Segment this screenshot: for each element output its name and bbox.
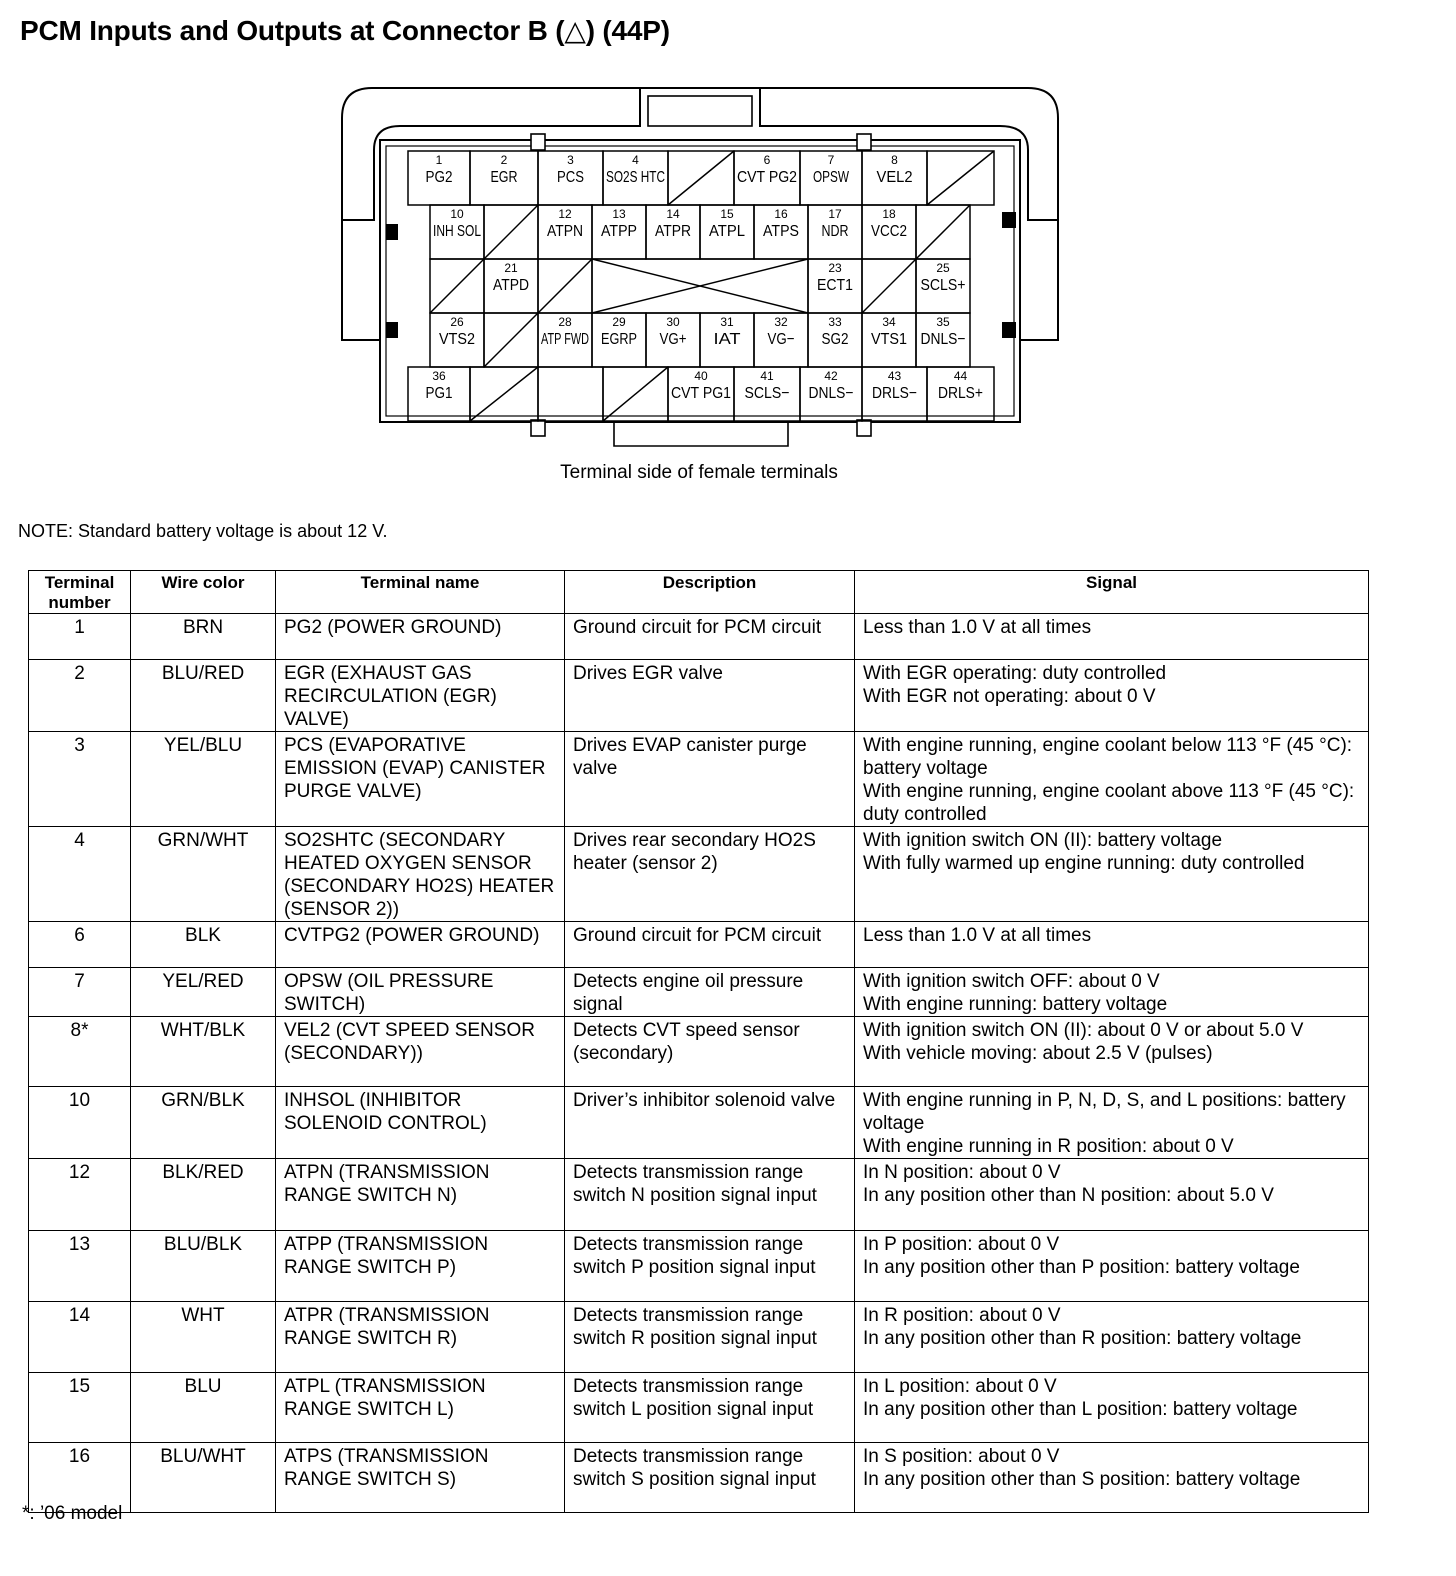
- terminal-name: EGR (EXHAUST GAS RECIRCULATION (EGR) VALVE): [276, 660, 565, 732]
- terminal-number-label: 29: [612, 315, 626, 329]
- terminal-number-label: 36: [432, 369, 446, 383]
- signal-line: With engine running in R position: about 0 V: [863, 1136, 1234, 1157]
- terminal-name-label: SCLS+: [920, 277, 966, 294]
- terminal-number-label: 21: [504, 261, 518, 275]
- signal: [855, 1159, 1369, 1231]
- terminal-name-label: CVT PG1: [671, 385, 732, 402]
- terminal-12: [547, 207, 583, 240]
- terminal-2: [491, 153, 518, 186]
- terminal-number-label: 14: [666, 207, 680, 221]
- terminal-number-label: 35: [936, 315, 950, 329]
- terminal-number-label: 7: [827, 153, 835, 167]
- wire-color: BLU/BLK: [131, 1231, 276, 1302]
- signal-line: With engine running, engine coolant above 113 °F (45 °C): duty controlled: [863, 781, 1355, 825]
- description: Detects transmission range switch L position signal input: [565, 1373, 855, 1443]
- terminal-29: [601, 315, 637, 348]
- terminal-name-label: CVT PG2: [737, 169, 798, 186]
- terminal-number-label: 3: [567, 153, 574, 167]
- signal-line: In any position other than R position: battery voltage: [863, 1328, 1302, 1349]
- wire-color: BLU/RED: [131, 660, 276, 732]
- signal: [855, 660, 1369, 732]
- terminal-23: [817, 261, 853, 294]
- signal-line: With ignition switch ON (II): about 0 V or about 5.0 V: [863, 1020, 1304, 1041]
- terminal-name-label: INH SOL: [433, 223, 482, 240]
- unused-cavity-slash: [430, 259, 484, 313]
- terminal-44: [938, 369, 983, 402]
- header-description: Description: [565, 571, 855, 614]
- terminal-cell: [538, 367, 603, 421]
- terminal-18: [871, 207, 907, 240]
- terminal-name: ATPP (TRANSMISSION RANGE SWITCH P): [276, 1231, 565, 1302]
- wire-color: BLK: [131, 922, 276, 968]
- header-terminal-name: Terminal name: [276, 571, 565, 614]
- terminal-name-label: EGR: [490, 169, 518, 186]
- table-row: [29, 1443, 1369, 1513]
- terminal-number-label: 17: [828, 207, 842, 221]
- wire-color: BRN: [131, 614, 276, 660]
- terminal-name-label: SO2S HTC: [606, 169, 665, 186]
- signal-line: With EGR operating: duty controlled: [863, 663, 1167, 684]
- signal-line: With vehicle moving: about 2.5 V (pulses): [863, 1043, 1213, 1064]
- terminal-number-label: 30: [666, 315, 680, 329]
- terminal-table: [28, 570, 1369, 1513]
- terminal-name: OPSW (OIL PRESSURE SWITCH): [276, 968, 565, 1017]
- terminal-10: [433, 207, 481, 240]
- signal-line: With engine running, engine coolant below 113 °F (45 °C): battery voltage: [863, 735, 1353, 779]
- signal-line: In S position: about 0 V: [863, 1446, 1060, 1467]
- signal-line: With ignition switch OFF: about 0 V: [863, 971, 1160, 992]
- terminal-4: [606, 153, 665, 186]
- terminal-number-label: 25: [936, 261, 950, 275]
- description: Driver’s inhibitor solenoid valve: [565, 1087, 855, 1159]
- signal: [855, 1087, 1369, 1159]
- table-row: [29, 1231, 1369, 1302]
- signal-line: In L position: about 0 V: [863, 1376, 1057, 1397]
- terminal-name-label: PG2: [425, 169, 453, 186]
- description: Detects transmission range switch P position signal input: [565, 1231, 855, 1302]
- wire-color: YEL/RED: [131, 968, 276, 1017]
- terminal-number: 16: [29, 1443, 131, 1513]
- table-row: [29, 922, 1369, 968]
- terminal-number: 1: [29, 614, 131, 660]
- terminal-41: [745, 369, 790, 402]
- terminal-number: 8*: [29, 1017, 131, 1087]
- signal-line: Less than 1.0 V at all times: [863, 617, 1092, 638]
- signal-line: With ignition switch ON (II): battery voltage: [863, 830, 1223, 851]
- terminal-1: [426, 153, 453, 186]
- terminal-number-label: 43: [887, 369, 902, 383]
- terminal-8: [877, 153, 913, 186]
- table-row: [29, 660, 1369, 732]
- signal-line: Less than 1.0 V at all times: [863, 925, 1092, 946]
- terminal-name-label: ATPP: [601, 223, 637, 240]
- signal: [855, 1302, 1369, 1373]
- terminal-number-label: 15: [720, 207, 734, 221]
- terminal-number-label: 13: [612, 207, 626, 221]
- signal: [855, 1017, 1369, 1087]
- unused-cavity-slash: [603, 367, 668, 421]
- terminal-name-label: VG+: [659, 331, 687, 348]
- table-row: [29, 1017, 1369, 1087]
- table-row: [29, 1373, 1369, 1443]
- terminal-7: [813, 153, 850, 186]
- terminal-number: 4: [29, 827, 131, 922]
- terminal-number-label: 16: [774, 207, 788, 221]
- terminal-number: 13: [29, 1231, 131, 1302]
- terminal-number-label: 40: [694, 369, 708, 383]
- terminal-name: PCS (EVAPORATIVE EMISSION (EVAP) CANISTER PURGE VALVE): [276, 732, 565, 827]
- terminal-name-label: ATPD: [493, 277, 529, 294]
- terminal-number-label: 31: [720, 315, 734, 329]
- signal-line: In any position other than P position: battery voltage: [863, 1257, 1300, 1278]
- terminal-name: ATPN (TRANSMISSION RANGE SWITCH N): [276, 1159, 565, 1231]
- terminal-name-label: ATPR: [655, 223, 691, 240]
- terminal-35: [921, 315, 966, 348]
- terminal-33: [822, 315, 849, 348]
- terminal-number-label: 26: [450, 315, 464, 329]
- header-terminal-number: Terminal number: [29, 571, 131, 614]
- description: Detects transmission range switch S position signal input: [565, 1443, 855, 1513]
- terminal-name-label: VCC2: [871, 223, 908, 240]
- description: Detects transmission range switch R position signal input: [565, 1302, 855, 1373]
- unused-cavity-slash: [927, 151, 994, 205]
- wire-color: YEL/BLU: [131, 732, 276, 827]
- terminal-number-label: 32: [774, 315, 788, 329]
- footnote: *: ’06 model: [22, 1503, 123, 1524]
- table-row: [29, 968, 1369, 1017]
- terminal-21: [493, 261, 529, 294]
- terminal-name: ATPS (TRANSMISSION RANGE SWITCH S): [276, 1443, 565, 1513]
- terminal-number-label: 23: [828, 261, 842, 275]
- terminal-number-label: 41: [760, 369, 774, 383]
- terminal-43: [872, 369, 917, 402]
- terminal-number: 12: [29, 1159, 131, 1231]
- unused-cavity-slash: [668, 151, 734, 205]
- terminal-number-label: 18: [882, 207, 896, 221]
- terminal-17: [822, 207, 849, 240]
- unused-cavity-slash: [538, 259, 592, 313]
- terminal-14: [655, 207, 691, 240]
- terminal-number: 6: [29, 922, 131, 968]
- terminal-name-label: VEL2: [876, 169, 913, 186]
- terminal-name-label: EGRP: [601, 331, 637, 348]
- terminal-3: [557, 153, 584, 186]
- terminal-name-label: DRLS+: [938, 385, 983, 402]
- signal-line: In R position: about 0 V: [863, 1305, 1061, 1326]
- terminal-name: ATPR (TRANSMISSION RANGE SWITCH R): [276, 1302, 565, 1373]
- terminal-name-label: DRLS−: [872, 385, 917, 402]
- terminal-name-label: DNLS−: [920, 331, 966, 348]
- terminal-name-label: PCS: [557, 169, 584, 186]
- terminal-name: ATPL (TRANSMISSION RANGE SWITCH L): [276, 1373, 565, 1443]
- terminal-number-label: 1: [435, 153, 443, 167]
- unused-cavity-slash: [484, 205, 538, 259]
- signal: [855, 1231, 1369, 1302]
- terminal-name-label: VTS2: [439, 331, 476, 348]
- wire-color: WHT: [131, 1302, 276, 1373]
- terminal-number-label: 6: [763, 153, 771, 167]
- table-row: [29, 1302, 1369, 1373]
- terminal-name-label: ECT1: [817, 277, 854, 294]
- signal: [855, 614, 1369, 660]
- description: Drives EVAP canister purge valve: [565, 732, 855, 827]
- terminal-number: 7: [29, 968, 131, 1017]
- terminal-number-label: 12: [558, 207, 572, 221]
- terminal-name-label: DNLS−: [808, 385, 854, 402]
- terminal-number-label: 2: [500, 153, 508, 167]
- description: Drives EGR valve: [565, 660, 855, 732]
- wire-color: BLK/RED: [131, 1159, 276, 1231]
- terminal-26: [439, 315, 475, 348]
- terminal-30: [660, 315, 687, 348]
- terminal-name-label: ATP FWD: [541, 331, 589, 348]
- terminal-15: [709, 207, 745, 240]
- terminal-number-label: 28: [558, 315, 572, 329]
- terminal-name: INHSOL (INHIBITOR SOLENOID CONTROL): [276, 1087, 565, 1159]
- wire-color: GRN/BLK: [131, 1087, 276, 1159]
- connector-diagram: [0, 0, 1456, 460]
- terminal-name-label: VTS1: [871, 331, 908, 348]
- table-row: [29, 827, 1369, 922]
- wire-color: WHT/BLK: [131, 1017, 276, 1087]
- voltage-note: NOTE: Standard battery voltage is about 12 V.: [18, 521, 388, 541]
- wire-color: BLU: [131, 1373, 276, 1443]
- wire-color: BLU/WHT: [131, 1443, 276, 1513]
- terminal-number: 10: [29, 1087, 131, 1159]
- terminal-name-label: SCLS−: [744, 385, 790, 402]
- terminal-number: 3: [29, 732, 131, 827]
- terminal-40: [671, 369, 731, 402]
- terminal-number-label: 33: [828, 315, 842, 329]
- terminal-number-label: 4: [632, 153, 639, 167]
- terminal-number: 15: [29, 1373, 131, 1443]
- terminal-name: PG2 (POWER GROUND): [276, 614, 565, 660]
- signal-line: In any position other than L position: battery voltage: [863, 1399, 1298, 1420]
- header-signal: Signal: [855, 571, 1369, 614]
- terminal-name-label: OPSW: [813, 169, 850, 186]
- description: Detects CVT speed sensor (secondary): [565, 1017, 855, 1087]
- terminal-name-label: ATPL: [709, 223, 746, 240]
- connector-housing-outline: [342, 88, 640, 220]
- signal: [855, 1443, 1369, 1513]
- signal-line: With engine running: battery voltage: [863, 994, 1168, 1015]
- description: Detects engine oil pressure signal: [565, 968, 855, 1017]
- unused-cavity-slash: [484, 313, 538, 367]
- signal-line: In P position: about 0 V: [863, 1234, 1060, 1255]
- terminal-34: [871, 315, 907, 348]
- terminal-number-label: 8: [891, 153, 898, 167]
- signal-line: In any position other than N position: about 5.0 V: [863, 1185, 1274, 1206]
- terminal-name: SO2SHTC (SECONDARY HEATED OXYGEN SENSOR (SECONDARY HO2S) HEATER (SENSOR 2)): [276, 827, 565, 922]
- description: Drives rear secondary HO2S heater (sensor 2): [565, 827, 855, 922]
- wire-color: GRN/WHT: [131, 827, 276, 922]
- terminal-number: 14: [29, 1302, 131, 1373]
- terminal-number: 2: [29, 660, 131, 732]
- terminal-name-label: NDR: [821, 223, 849, 240]
- signal-line: With EGR not operating: about 0 V: [863, 686, 1156, 707]
- terminal-6: [737, 153, 797, 186]
- header-wire-color: Wire color: [131, 571, 276, 614]
- terminal-number-label: 10: [450, 207, 464, 221]
- unused-cavity-slash: [862, 259, 916, 313]
- description: Ground circuit for PCM circuit: [565, 922, 855, 968]
- diagram-caption: Terminal side of female terminals: [560, 462, 838, 483]
- terminal-number-label: 34: [882, 315, 896, 329]
- terminal-name-label: SG2: [821, 331, 849, 348]
- terminal-25: [921, 261, 966, 294]
- signal: [855, 827, 1369, 922]
- terminal-31: [714, 315, 741, 348]
- signal: [855, 922, 1369, 968]
- signal: [855, 732, 1369, 827]
- description: Detects transmission range switch N position signal input: [565, 1159, 855, 1231]
- terminal-name-label: IAT: [713, 331, 741, 348]
- signal: [855, 968, 1369, 1017]
- terminal-name-label: VG−: [767, 331, 795, 348]
- unused-cavity-slash: [470, 367, 538, 421]
- terminal-28: [541, 315, 589, 348]
- table-header-row: [29, 571, 1369, 614]
- unused-cavity-slash: [916, 205, 970, 259]
- terminal-name-label: ATPS: [763, 223, 799, 240]
- signal-line: With engine running in P, N, D, S, and L positions: battery voltage: [863, 1090, 1346, 1134]
- terminal-name-label: PG1: [425, 385, 453, 402]
- terminal-32: [768, 315, 795, 348]
- terminal-36: [426, 369, 453, 402]
- terminal-number-label: 44: [953, 369, 968, 383]
- signal: [855, 1373, 1369, 1443]
- description: Ground circuit for PCM circuit: [565, 614, 855, 660]
- terminal-42: [809, 369, 854, 402]
- terminal-16: [763, 207, 799, 240]
- terminal-name: CVTPG2 (POWER GROUND): [276, 922, 565, 968]
- signal-line: In N position: about 0 V: [863, 1162, 1061, 1183]
- table-row: [29, 732, 1369, 827]
- terminal-13: [601, 207, 637, 240]
- signal-line: With fully warmed up engine running: duty controlled: [863, 853, 1305, 874]
- terminal-name-label: ATPN: [547, 223, 583, 240]
- table-row: [29, 1087, 1369, 1159]
- table-row: [29, 1159, 1369, 1231]
- signal-line: In any position other than S position: battery voltage: [863, 1469, 1301, 1490]
- terminal-number-label: 42: [824, 369, 838, 383]
- table-row: [29, 614, 1369, 660]
- page-title: PCM Inputs and Outputs at Connector B (△) (44P): [20, 15, 670, 46]
- terminal-name: VEL2 (CVT SPEED SENSOR (SECONDARY)): [276, 1017, 565, 1087]
